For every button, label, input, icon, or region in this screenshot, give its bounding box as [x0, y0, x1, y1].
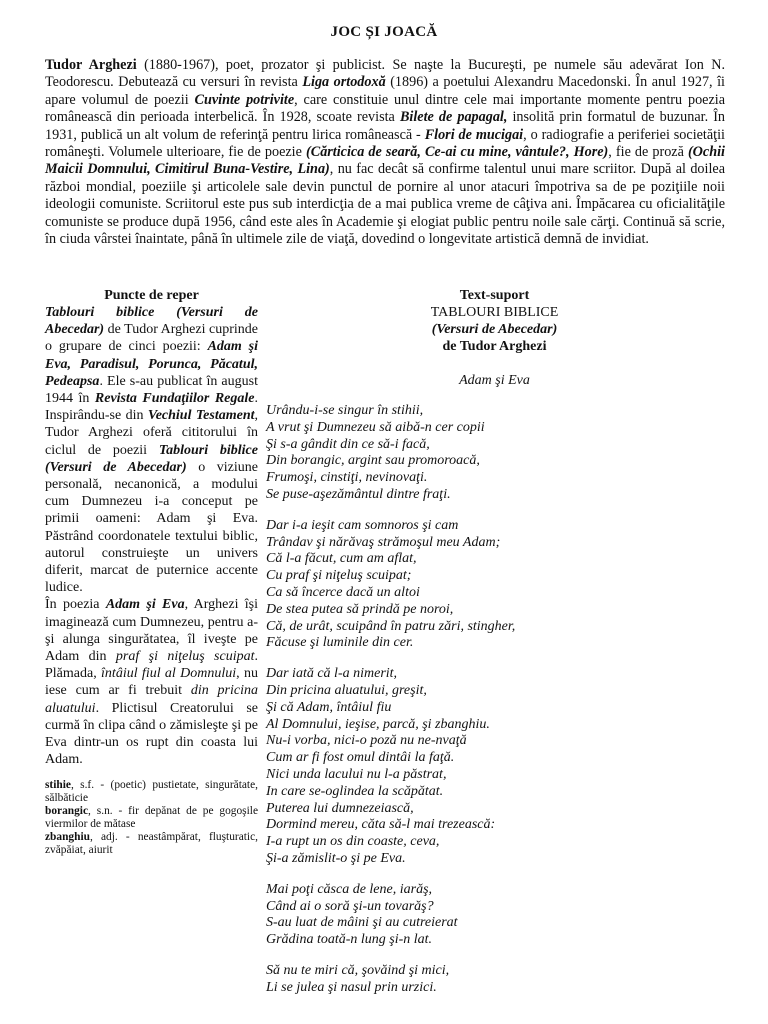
poem-line: In care se-oglindea la scăpătat.: [266, 783, 444, 799]
poem-stanza: [266, 963, 723, 997]
poem-line: Trândav şi nărăvaş strămoşul meu Adam;: [266, 534, 501, 550]
bio-prose-volumes: (Ochii Maicii Domnului, Cimitirul Buna-Vestire, Lina): [45, 144, 725, 178]
book-subtitle: (Versuri de Abecedar): [431, 322, 558, 337]
glossary-entry: zbanghiu, adj. - neastâmpărat, fluşturatic, zvăpăiat, aiurit: [45, 831, 258, 857]
bio-cuvinte-potrivite: Cuvinte potrivite: [194, 91, 295, 108]
poem-line: Ca să încerce dacă un altoi: [266, 584, 420, 600]
poem: [266, 403, 723, 997]
poem-stanza: [266, 403, 723, 504]
poem-stanza: [266, 518, 723, 652]
support-text-column: [266, 287, 723, 1011]
poem-line: Frumoşi, cinstiţi, nevinovaţi.: [266, 470, 428, 486]
poem-line: A vrut şi Dumnezeu să aibă-n cer copii: [266, 419, 485, 435]
author-biography: [45, 57, 725, 248]
bio-text-5: , o radiografie a periferiei societăţii româneşti. Volumele ulterioare, fie de poezie: [45, 126, 725, 161]
poem-line: Nici unda lacului nu l-a păstrat,: [266, 766, 447, 782]
bio-bilete-de-papagal: Bilete de papagal,: [399, 109, 508, 126]
poem-line: De stea putea să prindă pe noroi,: [266, 601, 454, 617]
poem-line: Se puse-aşezământul dintre fraţi.: [266, 486, 451, 502]
poem-line: Dormind mereu, căta să-l mai trezească:: [266, 817, 496, 833]
poem-line: Cum ar fi fost omul dintâi la faţă.: [266, 750, 455, 766]
reference-points-column: [45, 287, 258, 857]
poem-stanza: [266, 882, 723, 949]
poem-line: I-a rupt un os din coaste, ceva,: [266, 834, 440, 850]
page-title: JOC ȘI JOACĂ: [330, 24, 438, 40]
reference-points-heading: Puncte de reper: [104, 288, 199, 303]
glossary-entry: stihie, s.f. - (poetic) pustietate, singurătate, sălbăticie: [45, 779, 258, 805]
poem-line: S-au luat de mâini şi au cutreierat: [266, 915, 458, 931]
poem-line: Să nu te miri că, şovăind şi mici,: [266, 962, 450, 978]
bio-liga-ortodoxa: Liga ortodoxă: [302, 74, 386, 91]
poem-line: Li se julea şi nasul prin urzici.: [266, 979, 437, 995]
poem-line: Grădina toată-n lung şi-n lat.: [266, 932, 433, 948]
poem-line: Când ai o soră şi-un tovarăş?: [266, 898, 434, 914]
glossary-entry: borangic, s.n. - fir depănat de pe gogoşile viermilor de mătase: [45, 805, 258, 831]
poem-line: Urându-i-se singur în stihii,: [266, 403, 424, 418]
reference-paragraph-2: În poezia Adam şi Eva, Arghezi îşi imaginează cum Dumnezeu, pentru a-şi alunga singurătatea, îl iveşte pe Adam din praf şi niţeluş scuipat. Plămada, întâiul fiul al Domnului, nu iese cum ar fi trebuit din pricina aluatului. Plictisul Creatorului se curmă în clipa când o zămisleşte şi pe Eva dintr-un os rupt din coasta lui Adam.: [45, 597, 259, 768]
bio-text-2: (1896) a poetului Alexandru Macedonski. În anul 1927, îi apare volumul de poezii: [45, 74, 725, 108]
poem-line: Din pricina aluatului, greşit,: [266, 682, 427, 698]
poem-line: Că, de urât, scuipând în patru zări, stingher,: [266, 618, 516, 634]
bio-text-1: (1880-1967), poet, prozator şi publicist. Se naşte la Bucureşti, pe numele său adevărat Ion N. Teodorescu. Debutează cu versuri în revista: [45, 57, 725, 91]
bio-text-3: , care constituie unul dintre cele mai importante momente pentru poezia românească din perioada interbelică. În 1928, scoate revista: [45, 91, 725, 126]
poem-line: Nu-i vorba, nici-o poză nu ne-nvaţă: [266, 733, 467, 749]
poem-line: Şi-a zămislit-o şi pe Eva.: [266, 850, 406, 866]
byline: de Tudor Arghezi: [442, 339, 547, 354]
poem-line: Că l-a făcut, cum am aflat,: [266, 551, 417, 567]
poem-line: Mai poţi căsca de lene, iarăş,: [266, 881, 433, 897]
poem-line: Al Domnului, ieşise, parcă, şi zbanghiu.: [266, 716, 490, 732]
bio-text-4: insolită prin formatul de buzunar. În 1931, publică un alt volum de referinţă pentru lirica românească -: [45, 109, 726, 143]
bio-flori-de-mucigai: Flori de mucigai: [424, 126, 524, 143]
poem-line: Dar iată că l-a nimerit,: [266, 666, 398, 682]
poem-line: Din borangic, argint sau promoroacă,: [266, 453, 480, 469]
poem-line: Puterea lui dumnezeiască,: [266, 800, 414, 816]
bio-author-name: Tudor Arghezi: [45, 57, 137, 73]
bio-poetry-volumes: (Cărticica de seară, Ce-ai cu mine, vântule?, Hore): [306, 144, 609, 161]
poem-stanza: [266, 666, 723, 868]
glossary: [45, 779, 258, 857]
book-title: TABLOURI BIBLICE: [430, 305, 559, 320]
support-text-heading: Text-suport: [459, 288, 530, 303]
poem-line: Făcuse şi luminile din cer.: [266, 635, 414, 651]
poem-line: Şi s-a gândit din ce să-i facă,: [266, 436, 430, 452]
reference-paragraph-1: Tablouri biblice (Versuri de Abecedar) de Tudor Arghezi cuprinde o grupare de cinci poezii: Adam şi Eva, Paradisul, Porunca, Păcatul, Pedeapsa. Ele s-au publicat în august 1944 în Revista Fundaţiilor Regale. Inspirându-se din Vechiul Testament, Tudor Arghezi oferă cititorului în ciclul de poezii Tablouri biblice (Versuri de Abecedar) o viziune personală, necanonică, a modului cum Dumnezeu i-a conceput pe primii oameni: Adam şi Eva. Păstrând coordonatele textului biblic, autorul construieşte un univers diferit, marcat de puternice accente ludice.: [45, 305, 258, 596]
poem-line: Cu praf şi niţeluş scuipat;: [266, 568, 412, 584]
support-text-headings: [266, 287, 723, 355]
poem-title: Adam şi Eva: [459, 373, 530, 388]
poem-line: Şi că Adam, întâiul fiu: [266, 699, 392, 715]
poem-line: Dar i-a ieşit cam somnoros şi cam: [266, 517, 459, 533]
bio-text-7: , nu fac decât să confirme talentul unui mare scriitor. După al doilea război mondial, poeziile şi articolele sale devin punctul de pornire al unor atacuri împotriva sa de pe poziţiile noii ideologii comuniste. Scriitorul este pus sub interdicţia de a mai publica vreme de câţiva ani. Împăcarea cu oficialităţile comuniste se produce după 1956, când este ales în Academie şi elogiat public pentru noile sale cărţi. Continuă să scrie, în ciuda vârstei înaintate, până în ultimele zile de viaţă, dovedind o longevitate artistică demnă de invidiat.: [45, 161, 725, 248]
reference-points-text: [45, 304, 258, 768]
bio-text-6: , fie de proză: [608, 144, 688, 161]
